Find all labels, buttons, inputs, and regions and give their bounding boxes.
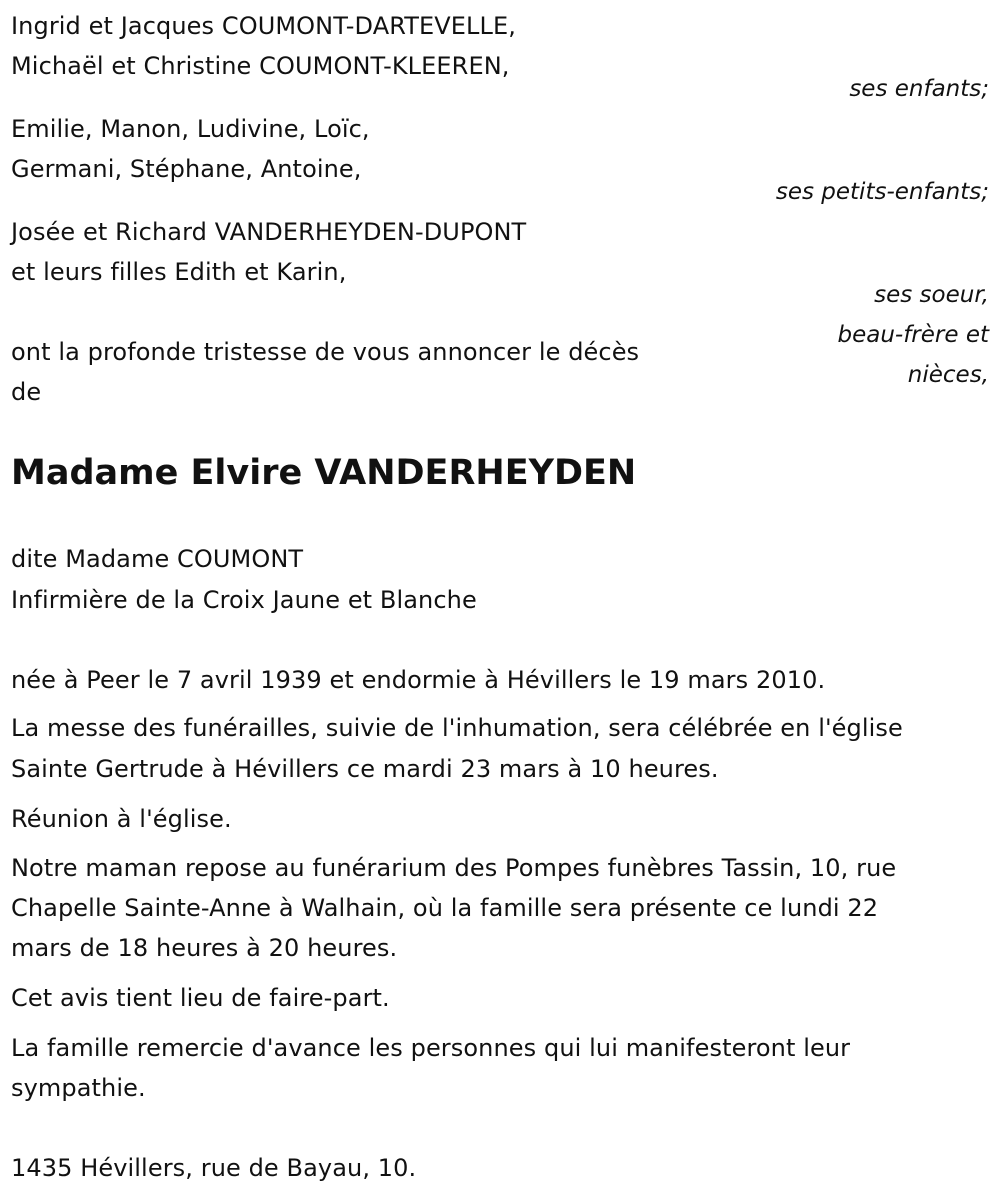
grandchildren-line-1: Emilie, Manon, Ludivine, Loïc, (11, 115, 370, 143)
address-line: 1435 Hévillers, rue de Bayau, 10. (11, 1154, 417, 1182)
grandchildren-line-2: Germani, Stéphane, Antoine, (11, 155, 362, 183)
siblings-line-2: et leurs filles Edith et Karin, (11, 258, 347, 286)
siblings-role-line-3: nièces, (907, 362, 989, 388)
announcement-line-2: de (11, 378, 42, 406)
children-line-2: Michaël et Christine COUMONT-KLEEREN, (11, 52, 510, 80)
notice-line: Cet avis tient lieu de faire-part. (11, 984, 390, 1012)
thanks-line-1: La famille remercie d'avance les personnes qui lui manifesteront leur (11, 1034, 851, 1062)
children-line-1: Ingrid et Jacques COUMONT-DARTEVELLE, (11, 12, 516, 40)
grandchildren-role: ses petits-enfants; (775, 179, 989, 205)
thanks-line-2: sympathie. (11, 1074, 146, 1102)
funeral-home-line-1: Notre maman repose au funérarium des Pompes funèbres Tassin, 10, rue (11, 854, 897, 882)
deceased-alias: dite Madame COUMONT (11, 545, 304, 573)
meeting-line: Réunion à l'église. (11, 805, 232, 833)
mass-line-1: La messe des funérailles, suivie de l'inhumation, sera célébrée en l'église (11, 714, 903, 742)
funeral-home-line-2: Chapelle Sainte-Anne à Walhain, où la famille sera présente ce lundi 22 (11, 894, 879, 922)
deceased-profession: Infirmière de la Croix Jaune et Blanche (11, 586, 477, 614)
deceased-name: Madame Elvire VANDERHEYDEN (11, 453, 637, 493)
announcement-line-1: ont la profonde tristesse de vous annoncer le décès (11, 338, 640, 366)
children-role: ses enfants; (849, 76, 989, 102)
siblings-role-line-2: beau-frère et (837, 322, 989, 348)
siblings-line-1: Josée et Richard VANDERHEYDEN-DUPONT (11, 218, 527, 246)
mass-line-2: Sainte Gertrude à Hévillers ce mardi 23 mars à 10 heures. (11, 755, 719, 783)
funeral-home-line-3: mars de 18 heures à 20 heures. (11, 934, 398, 962)
siblings-role-line-1: ses soeur, (874, 282, 989, 308)
birth-death-line: née à Peer le 7 avril 1939 et endormie à Hévillers le 19 mars 2010. (11, 666, 826, 694)
